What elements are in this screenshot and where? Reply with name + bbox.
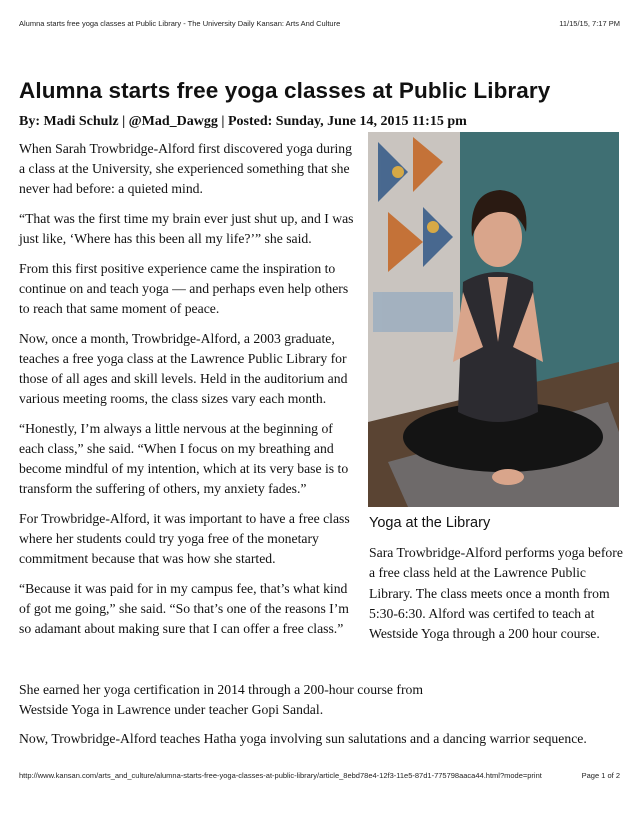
print-url: http://www.kansan.com/arts_and_culture/alumna-starts-free-yoga-classes-at-public-library/article_8ebd78e4-12f3-11e5-87d1-775798aaca44.html?mode=print (19, 771, 542, 780)
print-footer (19, 771, 620, 780)
article-paragraph: When Sarah Trowbridge-Alford first discovered yoga during a class at the University, she experienced something that she never had before: a quieted mind. (19, 141, 352, 196)
article-headline: Alumna starts free yoga classes at Public Library (19, 78, 551, 103)
photo-caption-text: Sara Trowbridge-Alford performs yoga before a free class held at the Lawrence Public Library. The class meets once a month from 5:30-6:30. Alford was certifed to teach at Westside Yoga through a 200 hour course. (369, 545, 623, 642)
print-page-number: Page 1 of 2 (581, 771, 620, 780)
print-header (19, 19, 620, 28)
article-paragraph: “Honestly, I’m always a little nervous at the beginning of each class,” she said. “When I focus on my breathing and become mindful of my intention, which at its very base is to transform the suffering of others, my anxiety fades.” (19, 421, 349, 496)
photo-caption-title: Yoga at the Library (369, 515, 491, 531)
print-datetime: 11/15/15, 7:17 PM (559, 19, 620, 28)
article-body-column (19, 139, 354, 649)
yoga-photo-illustration (368, 132, 619, 507)
article-paragraph-certification: She earned her yoga certification in 2014 through a 200-hour course from Westside Yoga in Lawrence under teacher Gopi Sandal. (19, 682, 424, 717)
photo-foot (492, 469, 524, 485)
article-photo (368, 132, 619, 507)
article-paragraph: “That was the first time my brain ever just shut up, and I was just like, ‘Where has this been all my life?’” she said. (19, 211, 354, 246)
article-paragraph-now: Now, Trowbridge-Alford teaches Hatha yoga involving sun salutations and a dancing warrior sequence. (19, 731, 587, 746)
article-paragraph: For Trowbridge-Alford, it was important to have a free class where her students could try yoga free of the monetary commitment because that was how she started. (19, 511, 350, 566)
article-paragraph: “Because it was paid for in my campus fee, that’s what kind of got me going,” she said. “So that’s one of the reasons I’m so adamant about making sure that I can offer a free class.” (19, 581, 349, 636)
print-page-title: Alumna starts free yoga classes at Public Library - The University Daily Kansan: Arts And Culture (19, 19, 341, 28)
article-paragraph: Now, once a month, Trowbridge-Alford, a 2003 graduate, teaches a free yoga class at the Lawrence Public Library for those of all ages and skill levels. Held in the auditorium and various meeting rooms, the class sizes vary each month. (19, 331, 348, 406)
article-byline: By: Madi Schulz | @Mad_Dawgg | Posted: Sunday, June 14, 2015 11:15 pm (19, 114, 467, 129)
article-paragraph: From this first positive experience came the inspiration to continue on and teach yoga — and perhaps even help others to reach that same moment of peace. (19, 261, 349, 316)
